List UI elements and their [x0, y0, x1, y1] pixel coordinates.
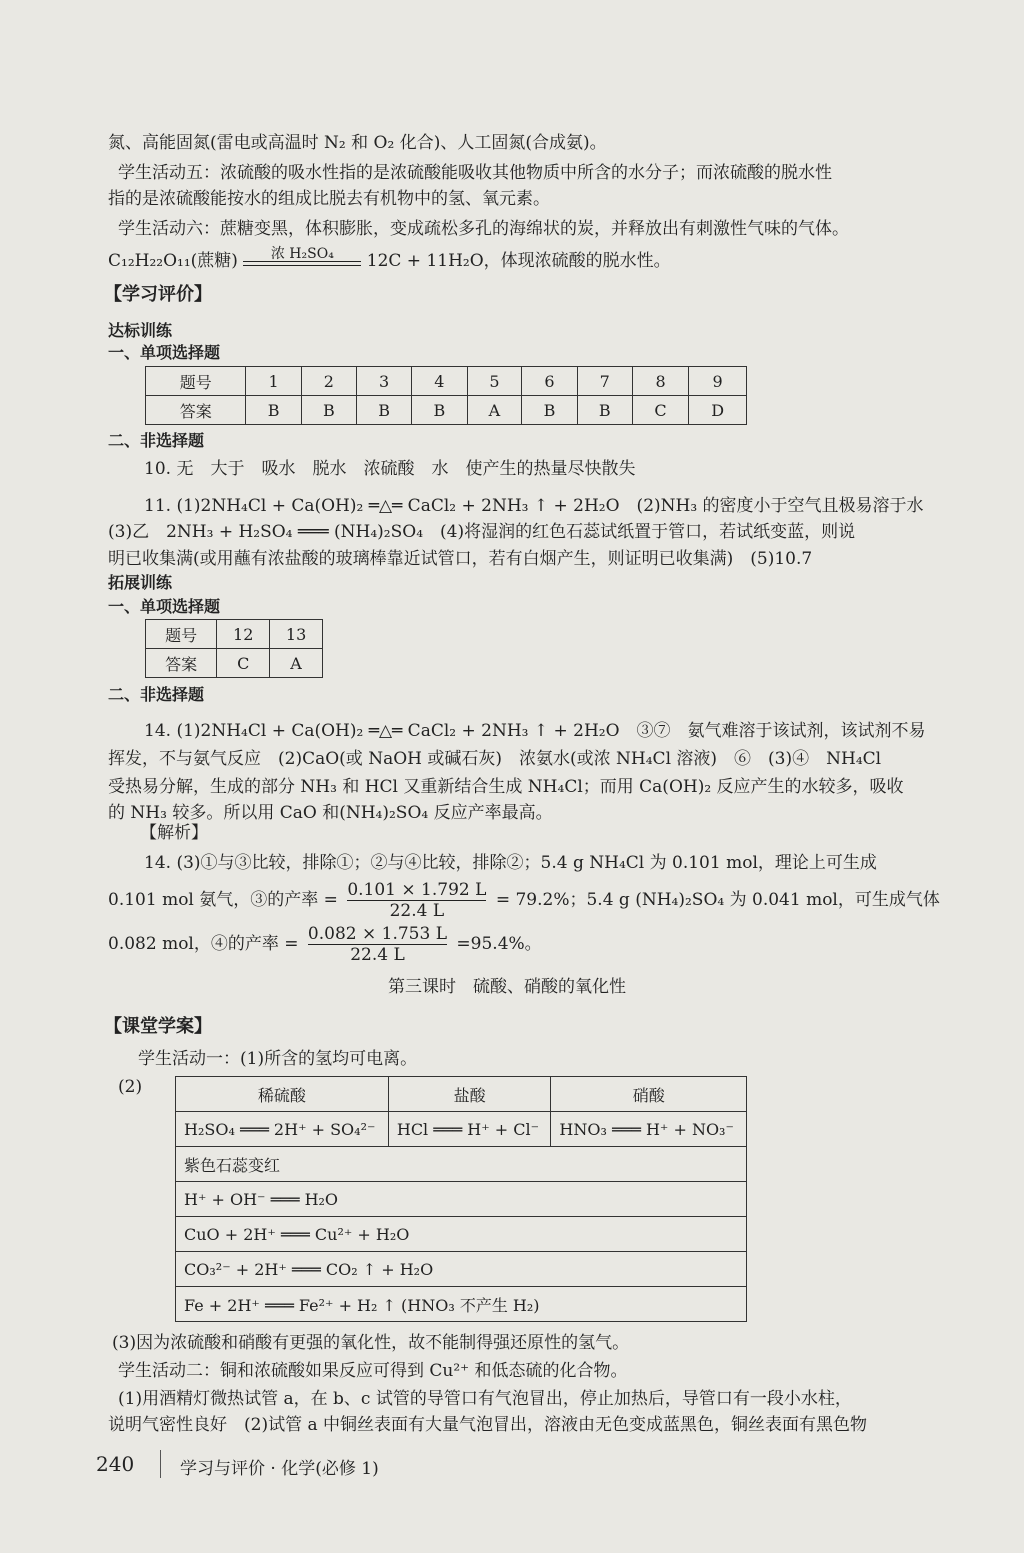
table-cell: 9: [689, 367, 747, 396]
subheading-single: 一、单项选择题: [108, 343, 221, 362]
table-cell: 4: [412, 367, 467, 396]
activity2-answer-line1: (1)用酒精灯微热试管 a，在 b、c 试管的导管口有气泡冒出，停止加热后，导管口有一段小水柱，: [118, 1389, 852, 1409]
activity2-line: 学生活动二：铜和浓硫酸如果反应可得到 Cu²⁺ 和低态硫的化合物。: [118, 1361, 628, 1381]
table-cell: 答案: [146, 649, 217, 678]
table-row: [176, 1147, 747, 1182]
table-cell: 题号: [146, 367, 246, 396]
fraction-denominator: 22.4 L: [350, 945, 405, 965]
table-row: [146, 620, 323, 649]
table-header: 盐酸: [388, 1077, 551, 1112]
answer-q14-line3: 受热易分解，生成的部分 NH₃ 和 HCl 又重新结合生成 NH₄Cl；而用 Ca(OH)₂ 反应产生的水较多，吸收: [108, 777, 904, 797]
table-header: 稀硫酸: [176, 1077, 389, 1112]
activity2-answer-line2: 说明气密性良好 (2)试管 a 中铜丝表面有大量气泡冒出，溶液由无色变成蓝黑色，铜丝表面有黑色物: [108, 1415, 868, 1435]
table-cell: B: [412, 396, 467, 425]
table-cell: 3: [357, 367, 412, 396]
table-cell: H₂SO₄ ═══ 2H⁺ + SO₄²⁻: [176, 1112, 389, 1147]
subheading-nonsel-2: 二、非选择题: [108, 685, 205, 704]
table-cell: 12: [217, 620, 270, 649]
fraction: [308, 924, 447, 965]
book-title: 学习与评价 · 化学(必修 1): [180, 1459, 379, 1479]
activity5-line2: 指的是浓硫酸能按水的组成比脱去有机物中的氢、氧元素。: [108, 189, 550, 209]
answer-q14-line1: 14. (1)2NH₄Cl + Ca(OH)₂ ═△═ CaCl₂ + 2NH₃ ↑ + 2H₂O ③⑦ 氨气难溶于该试剂，该试剂不易: [144, 721, 926, 741]
table-cell: HNO₃ ═══ H⁺ + NO₃⁻: [551, 1112, 747, 1147]
table-row: [176, 1287, 747, 1322]
fraction: [347, 880, 486, 921]
equation-condition: 浓 H₂SO₄: [270, 246, 334, 262]
analysis-text: 0.101 mol 氨气，③的产率 =: [108, 890, 338, 910]
table-cell: 紫色石蕊变红: [176, 1147, 747, 1182]
table-cell: 7: [577, 367, 632, 396]
table-cell: 题号: [146, 620, 217, 649]
table-cell: Fe + 2H⁺ ═══ Fe²⁺ + H₂ ↑ (HNO₃ 不产生 H₂): [176, 1287, 747, 1322]
answer-q10: 10. 无 大于 吸水 脱水 浓硫酸 水 使产生的热量尽快散失: [144, 459, 636, 479]
table-cell: B: [357, 396, 412, 425]
analysis-heading: 【解析】: [140, 823, 208, 843]
table-cell: CuO + 2H⁺ ═══ Cu²⁺ + H₂O: [176, 1217, 747, 1252]
table-cell: 1: [246, 367, 301, 396]
analysis-text: =95.4%。: [456, 934, 542, 954]
table-row: [176, 1182, 747, 1217]
table-cell: 5: [467, 367, 522, 396]
table-row: [146, 367, 747, 396]
table-cell: 6: [522, 367, 577, 396]
footer-divider: [160, 1450, 161, 1478]
fraction-denominator: 22.4 L: [389, 901, 445, 921]
page-number: 240: [96, 1452, 135, 1476]
table-cell: B: [577, 396, 632, 425]
table-row: [176, 1217, 747, 1252]
item3-line: (3)因为浓硫酸和硝酸有更强的氧化性，故不能制得强还原性的氢气。: [112, 1333, 630, 1353]
activity5-line1: 学生活动五：浓硫酸的吸水性指的是浓硫酸能吸收其他物质中所含的水分子；而浓硫酸的脱水性: [118, 163, 832, 183]
fraction-numerator: 0.082 × 1.753 L: [307, 924, 448, 944]
table-header: 硝酸: [551, 1077, 747, 1112]
analysis-line3: [108, 924, 958, 965]
table-row: [146, 649, 323, 678]
answer-q14-line4: 的 NH₃ 较多。所以用 CaO 和(NH₄)₂SO₄ 反应产率最高。: [108, 803, 553, 823]
item-label: (2): [118, 1077, 143, 1097]
answer-q11-line3: 明已收集满(或用蘸有浓盐酸的玻璃棒靠近试管口，若有白烟产生，则证明已收集满) (5)10.7: [108, 549, 813, 569]
table-row: [176, 1252, 747, 1287]
analysis-text: 0.082 mol，④的产率 =: [108, 934, 299, 954]
sugar-equation: [108, 246, 958, 276]
section-heading-lesson: 【课堂学案】: [104, 1016, 212, 1037]
section-heading-eval: 【学习评价】: [104, 284, 212, 305]
subheading-dabiao: 达标训练: [108, 321, 173, 340]
table-cell: CO₃²⁻ + 2H⁺ ═══ CO₂ ↑ + H₂O: [176, 1252, 747, 1287]
table-cell: HCl ═══ H⁺ + Cl⁻: [388, 1112, 551, 1147]
equation-left: C₁₂H₂₂O₁₁(蔗糖): [108, 251, 238, 271]
table-cell: D: [689, 396, 747, 425]
equation-right: 12C + 11H₂O，体现浓硫酸的脱水性。: [366, 251, 671, 271]
activity1-line: 学生活动一：(1)所含的氢均可电离。: [138, 1049, 418, 1069]
subheading-nonsel: 二、非选择题: [108, 431, 205, 450]
analysis-text: = 79.2%；5.4 g (NH₄)₂SO₄ 为 0.041 mol，可生成气体: [495, 890, 940, 910]
text-line: 氮、高能固氮(雷电或高温时 N₂ 和 O₂ 化合)、人工固氮(合成氨)。: [108, 133, 607, 153]
answer-table-2: [145, 619, 323, 678]
table-row: [146, 396, 747, 425]
table-cell: C: [217, 649, 270, 678]
table-cell: H⁺ + OH⁻ ═══ H₂O: [176, 1182, 747, 1217]
lesson-title: 第三课时 硫酸、硝酸的氧化性: [388, 977, 626, 997]
table-cell: A: [467, 396, 522, 425]
table-cell: C: [632, 396, 688, 425]
table-cell: 答案: [146, 396, 246, 425]
table-cell: B: [246, 396, 301, 425]
table-row: [176, 1112, 747, 1147]
analysis-line2: [108, 880, 958, 921]
fraction-numerator: 0.101 × 1.792 L: [347, 880, 487, 900]
table-cell: 8: [632, 367, 688, 396]
table-cell: B: [301, 396, 356, 425]
analysis-line1: 14. (3)①与③比较，排除①；②与④比较，排除②；5.4 g NH₄Cl 为 0.101 mol，理论上可生成: [144, 853, 877, 873]
answer-q11-line2: (3)乙 2NH₃ + H₂SO₄ ═══ (NH₄)₂SO₄ (4)将湿润的红色石蕊试纸置于管口，若试纸变蓝，则说: [108, 522, 856, 542]
table-row: [176, 1077, 747, 1112]
table-cell: 2: [301, 367, 356, 396]
answer-q11-line1: 11. (1)2NH₄Cl + Ca(OH)₂ ═△═ CaCl₂ + 2NH₃ ↑ + 2H₂O (2)NH₃ 的密度小于空气且极易溶于水: [144, 496, 924, 516]
subheading-single-2: 一、单项选择题: [108, 597, 221, 616]
subheading-tuozhan: 拓展训练: [108, 573, 173, 592]
table-cell: 13: [270, 620, 323, 649]
table-cell: B: [522, 396, 577, 425]
answer-q14-line2: 挥发，不与氨气反应 (2)CaO(或 NaOH 或碱石灰) 浓氨水(或浓 NH₄Cl 溶液) ⑥ (3)④ NH₄Cl: [108, 749, 882, 769]
table-cell: A: [270, 649, 323, 678]
acid-comparison-table: [175, 1076, 747, 1322]
answer-table-1: [145, 366, 747, 425]
activity6-line: 学生活动六：蔗糖变黑，体积膨胀，变成疏松多孔的海绵状的炭，并释放出有刺激性气味的气体。: [118, 219, 849, 239]
